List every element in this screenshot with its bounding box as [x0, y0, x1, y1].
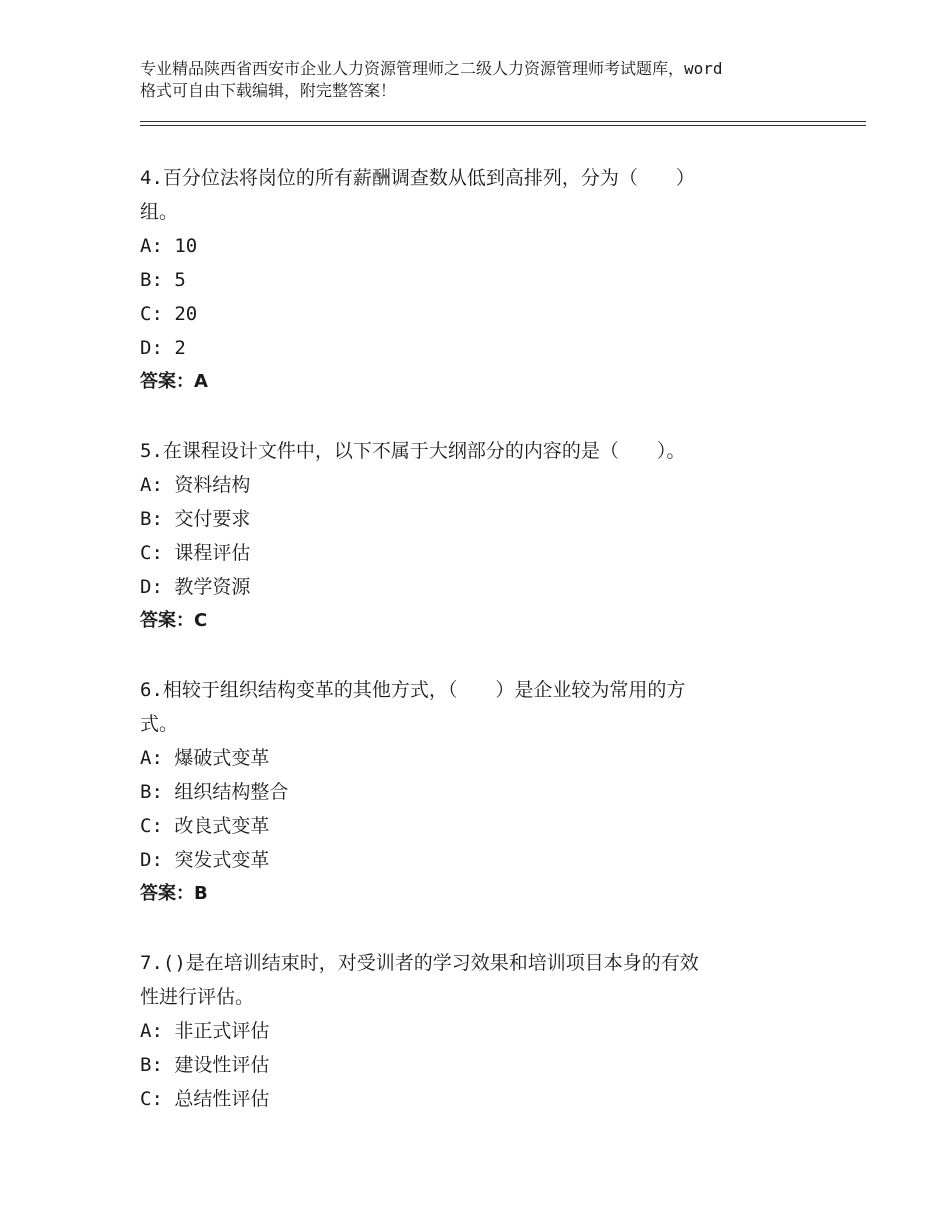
option-b: B: 5	[140, 269, 186, 291]
question-stem-continued: 性进行评估。	[140, 986, 255, 1008]
question-stem: 6.相较于组织结构变革的其他方式，（ ）是企业较为常用的方	[140, 679, 686, 701]
question-stem: 5.在课程设计文件中，以下不属于大纲部分的内容的是（ ）。	[140, 440, 686, 462]
option-c: C: 20	[140, 303, 198, 325]
document-header	[140, 58, 830, 102]
question-7	[140, 946, 800, 1116]
question-stem-continued: 组。	[140, 201, 179, 223]
answer: 答案：B	[140, 883, 208, 904]
option-c: C: 课程评估	[140, 542, 251, 564]
option-d: D: 突发式变革	[140, 849, 270, 871]
option-d: D: 教学资源	[140, 576, 251, 598]
question-5	[140, 434, 800, 638]
option-b: B: 组织结构整合	[140, 781, 289, 803]
option-a: A: 爆破式变革	[140, 747, 270, 769]
header-divider-top	[140, 121, 866, 122]
question-stem: 4.百分位法将岗位的所有薪酬调查数从低到高排列，分为（ ）	[140, 167, 695, 189]
question-6	[140, 673, 800, 911]
header-line-2: 格式可自由下载编辑，附完整答案！	[140, 81, 397, 100]
option-c: C: 总结性评估	[140, 1088, 270, 1110]
answer: 答案：A	[140, 371, 208, 392]
option-b: B: 建设性评估	[140, 1054, 270, 1076]
header-line-1: 专业精品陕西省西安市企业人力资源管理师之二级人力资源管理师考试题库，word	[140, 59, 723, 78]
question-stem: 7.()是在培训结束时，对受训者的学习效果和培训项目本身的有效	[140, 952, 699, 974]
option-a: A: 非正式评估	[140, 1020, 270, 1042]
question-4	[140, 161, 800, 399]
option-d: D: 2	[140, 337, 186, 359]
question-stem-continued: 式。	[140, 713, 179, 735]
option-a: A: 资料结构	[140, 474, 251, 496]
option-b: B: 交付要求	[140, 508, 251, 530]
option-a: A: 10	[140, 235, 198, 257]
answer: 答案：C	[140, 610, 208, 631]
header-divider-bottom	[140, 125, 866, 126]
option-c: C: 改良式变革	[140, 815, 270, 837]
